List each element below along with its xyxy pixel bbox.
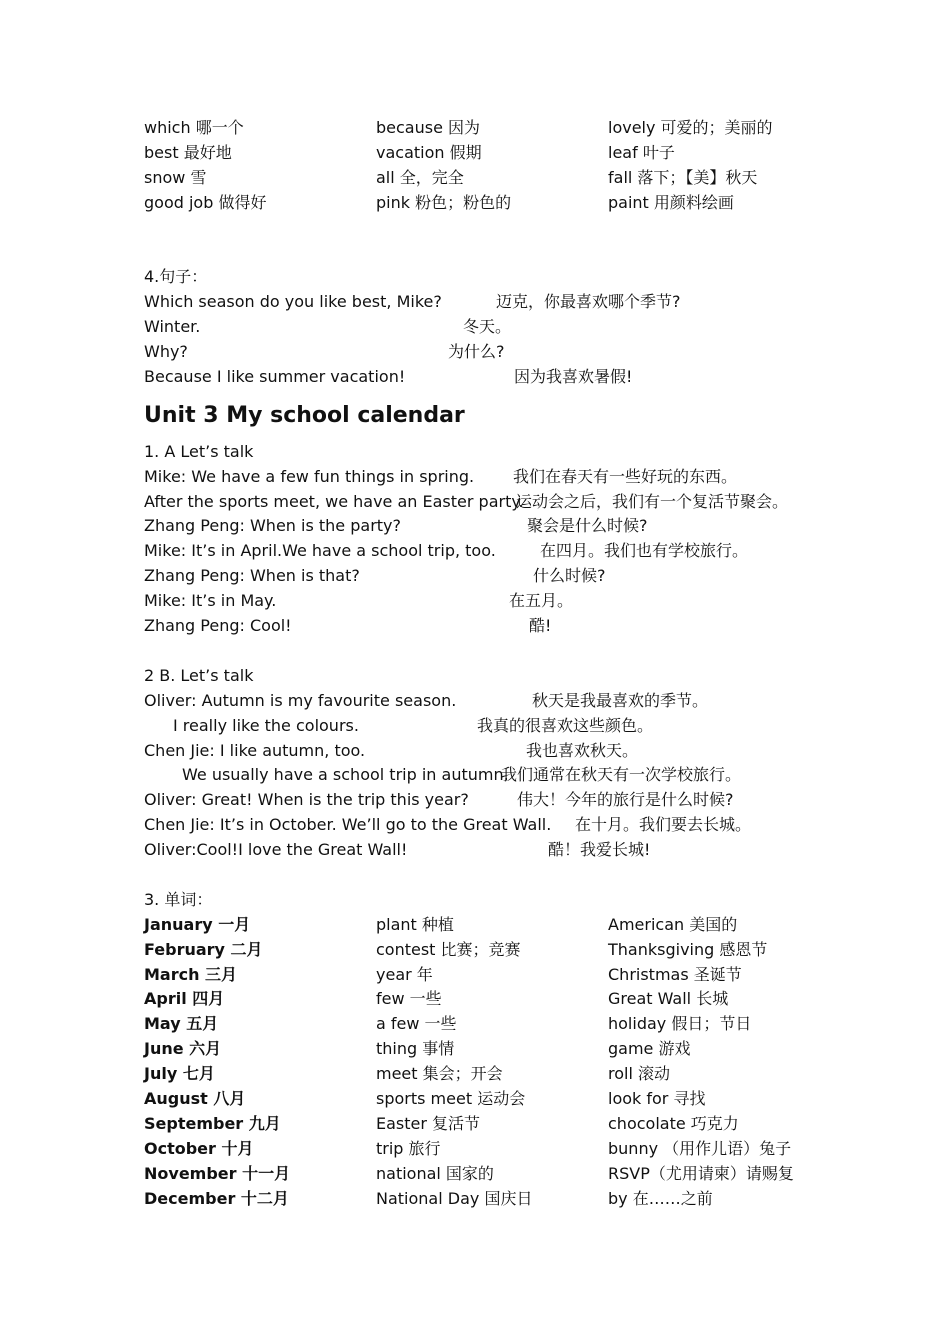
vocab-word: which 哪一个 xyxy=(144,118,244,137)
month-word: April 四月 xyxy=(144,989,225,1008)
sentence-en: Which season do you like best, Mike? xyxy=(144,292,442,311)
dialogue-zh: 在十月。我们要去长城。 xyxy=(575,815,752,834)
vocab-word: year 年 xyxy=(376,965,433,984)
vocab-word: look for 寻找 xyxy=(608,1089,706,1108)
month-word: January 一月 xyxy=(144,915,251,934)
dialogue-en: Chen Jie: It’s in October. We’ll go to the Great Wall. xyxy=(144,815,552,834)
dialogue-en: Zhang Peng: When is that? xyxy=(144,566,360,585)
unit-title: Unit 3 My school calendar xyxy=(144,403,465,428)
dialogue-zh: 在五月。 xyxy=(509,591,574,610)
dialogue-zh: 聚会是什么时候? xyxy=(527,516,648,535)
vocab-word: American 美国的 xyxy=(608,915,738,934)
vocab-word: paint 用颜料绘画 xyxy=(608,193,734,212)
sentence-en: Why? xyxy=(144,342,188,361)
vocab-word: contest 比赛；竞赛 xyxy=(376,940,521,959)
dialogue-en: Zhang Peng: Cool! xyxy=(144,616,292,635)
dialogue-en: Mike: It’s in April.We have a school trip, too. xyxy=(144,541,496,560)
vocab-word: plant 种植 xyxy=(376,915,454,934)
sentence-zh: 迈克，你最喜欢哪个季节? xyxy=(496,292,681,311)
dialogue-en: Zhang Peng: When is the party? xyxy=(144,516,401,535)
vocab-word: national 国家的 xyxy=(376,1164,494,1183)
dialogue-zh: 我们通常在秋天有一次学校旅行。 xyxy=(501,765,742,784)
vocab-word: holiday 假日；节日 xyxy=(608,1014,752,1033)
dialogue-zh: 我们在春天有一些好玩的东西。 xyxy=(513,467,738,486)
sentence-en: Winter. xyxy=(144,317,201,336)
section-title-vocab: 3. 单词： xyxy=(144,890,213,909)
month-word: May 五月 xyxy=(144,1014,219,1033)
dialogue-en: Mike: We have a few fun things in spring. xyxy=(144,467,475,486)
month-word: December 十二月 xyxy=(144,1189,289,1208)
dialogue-en: After the sports meet, we have an Easter party. xyxy=(144,492,524,511)
dialogue-en: Oliver: Great! When is the trip this year? xyxy=(144,790,469,809)
month-word: October 十月 xyxy=(144,1139,254,1158)
dialogue-zh: 在四月。我们也有学校旅行。 xyxy=(540,541,749,560)
vocab-word: a few 一些 xyxy=(376,1014,457,1033)
vocab-word: by 在……之前 xyxy=(608,1189,713,1208)
vocab-word: pink 粉色；粉色的 xyxy=(376,193,512,212)
month-word: September 九月 xyxy=(144,1114,281,1133)
vocab-word: lovely 可爱的；美丽的 xyxy=(608,118,773,137)
vocab-word: game 游戏 xyxy=(608,1039,691,1058)
vocab-word: few 一些 xyxy=(376,989,442,1008)
vocab-word: roll 滚动 xyxy=(608,1064,670,1083)
vocab-word: Easter 复活节 xyxy=(376,1114,481,1133)
dialogue-zh: 我也喜欢秋天。 xyxy=(526,741,639,760)
dialogue-en: Chen Jie: I like autumn, too. xyxy=(144,741,366,760)
dialogue-en: Mike: It’s in May. xyxy=(144,591,277,610)
dialogue-zh: 我真的很喜欢这些颜色。 xyxy=(477,716,654,735)
section-title-talk-a: 1. A Let’s talk xyxy=(144,442,254,461)
vocab-word: because 因为 xyxy=(376,118,481,137)
vocab-word: RSVP（尤用请柬）请赐复 xyxy=(608,1164,794,1183)
vocab-word: sports meet 运动会 xyxy=(376,1089,526,1108)
month-word: March 三月 xyxy=(144,965,238,984)
vocab-word: best 最好地 xyxy=(144,143,232,162)
dialogue-zh: 运动会之后，我们有一个复活节聚会。 xyxy=(516,492,789,511)
dialogue-en: I really like the colours. xyxy=(173,716,359,735)
vocab-word: all 全，完全 xyxy=(376,168,464,187)
month-word: August 八月 xyxy=(144,1089,246,1108)
vocab-word: snow 雪 xyxy=(144,168,207,187)
dialogue-zh: 秋天是我最喜欢的季节。 xyxy=(532,691,709,710)
vocab-word: vacation 假期 xyxy=(376,143,482,162)
vocab-word: good job 做得好 xyxy=(144,193,267,212)
vocab-word: National Day 国庆日 xyxy=(376,1189,533,1208)
dialogue-zh: 酷! xyxy=(529,616,552,635)
vocab-word: bunny （用作儿语）兔子 xyxy=(608,1139,792,1158)
section-title-sentences: 4.句子： xyxy=(144,267,208,286)
month-word: June 六月 xyxy=(144,1039,222,1058)
vocab-word: Great Wall 长城 xyxy=(608,989,729,1008)
vocab-word: chocolate 巧克力 xyxy=(608,1114,739,1133)
vocab-word: leaf 叶子 xyxy=(608,143,675,162)
dialogue-zh: 伟大！今年的旅行是什么时候? xyxy=(517,790,734,809)
dialogue-en: Oliver:Cool!I love the Great Wall! xyxy=(144,840,408,859)
sentence-zh: 因为我喜欢暑假! xyxy=(514,367,633,386)
dialogue-zh: 什么时候? xyxy=(533,566,606,585)
dialogue-en: We usually have a school trip in autumn. xyxy=(182,765,509,784)
month-word: February 二月 xyxy=(144,940,263,959)
vocab-word: trip 旅行 xyxy=(376,1139,441,1158)
sentence-zh: 为什么? xyxy=(448,342,505,361)
vocab-word: thing 事情 xyxy=(376,1039,455,1058)
vocab-word: Christmas 圣诞节 xyxy=(608,965,742,984)
dialogue-zh: 酷！我爱长城! xyxy=(548,840,651,859)
vocab-word: Thanksgiving 感恩节 xyxy=(608,940,768,959)
dialogue-en: Oliver: Autumn is my favourite season. xyxy=(144,691,457,710)
section-title-talk-b: 2 B. Let’s talk xyxy=(144,666,254,685)
vocab-word: meet 集会；开会 xyxy=(376,1064,503,1083)
sentence-en: Because I like summer vacation! xyxy=(144,367,406,386)
sentence-zh: 冬天。 xyxy=(463,317,512,336)
month-word: November 十一月 xyxy=(144,1164,291,1183)
vocab-word: fall 落下；【美】秋天 xyxy=(608,168,758,187)
month-word: July 七月 xyxy=(144,1064,215,1083)
